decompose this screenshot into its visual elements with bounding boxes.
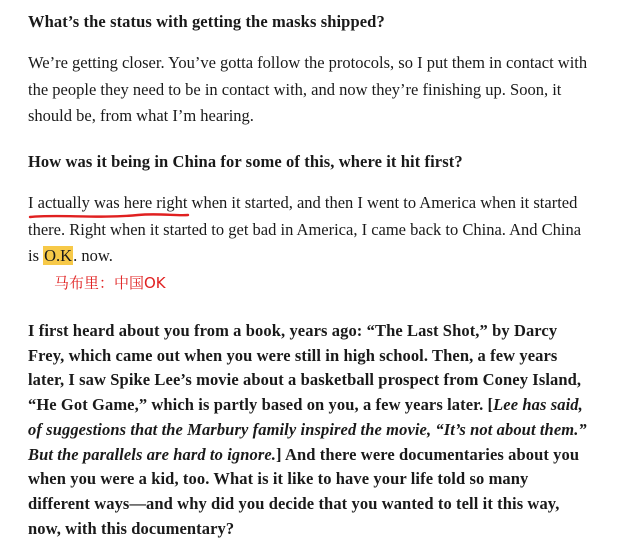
answer-1: We’re getting closer. You’ve gotta follow the protocols, so I put them in contact with the people they need to be in contact with, and now they’re finishing up. Soon, it should be, from what I’m hearing. xyxy=(28,52,588,126)
question-3-part-2: ] And there were documentaries about you when you were a kid, too. What is it like to have your life told so many different ways—and why did you decide that you wanted to tell it this way, now, with this documentary? xyxy=(28,444,580,538)
answer-2-text-before: I actually was here right when it started, and then I went to America when it started there. Right when it started to get bad in America, I came back to China. And China is xyxy=(28,193,582,266)
red-underline-annotation xyxy=(28,212,186,219)
answer-2 xyxy=(28,190,589,297)
question-2: How was it being in China for some of this, where it hit first? xyxy=(28,152,463,172)
answer-2-underlined-segment xyxy=(28,190,589,270)
question-3-part-1: I first heard about you from a book, years ago: “The Last Shot,” by Darcy Frey, which came out when you were still in high school. Then, a few years later, I saw Spike Lee’s movie about a basketball prospect from Coney Island, “He Got Game,” which is partly based on you, a few years later. [ xyxy=(28,320,582,415)
answer-2-text-after: . now. xyxy=(73,246,113,266)
question-3 xyxy=(28,319,589,542)
question-1: What’s the status with getting the masks shipped? xyxy=(28,12,385,31)
question-3-italic-aside: Lee has said, of suggestions that the Marbury family inspired the movie, “It’s not about them.” But the parallels are hard to ignore. xyxy=(28,395,587,464)
answer-2-highlighted-text: O.K xyxy=(44,246,73,266)
chinese-annotation: 马布里：中国OK xyxy=(54,274,166,293)
